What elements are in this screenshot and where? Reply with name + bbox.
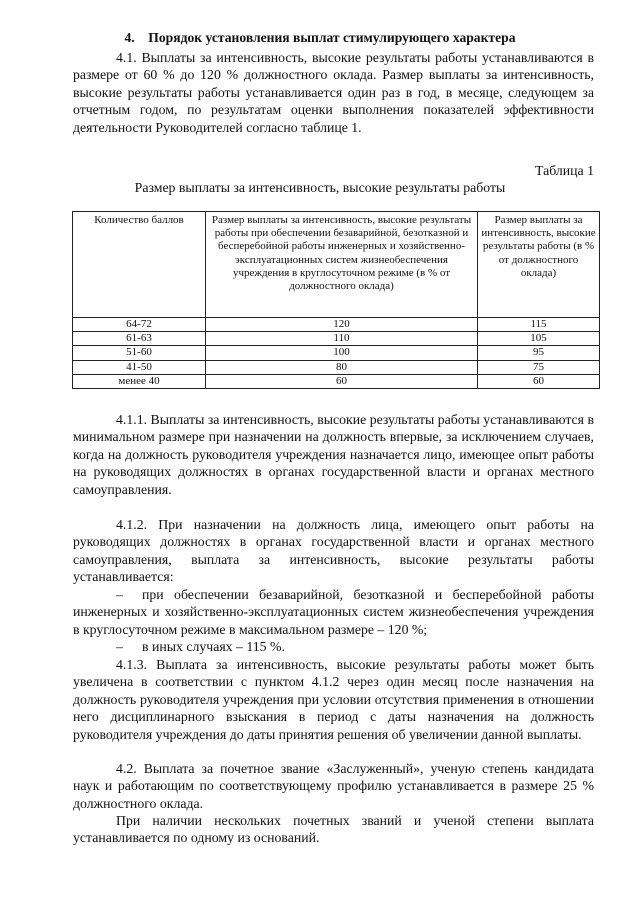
cell-score: 61-63 [73,332,206,346]
bullet-text-1: при обеспечении безаварийной, безотказной и бесперебойной работы инженерных и хозяйственно-эксплуатационных систем жизнеобеспечения учреждения в круглосуточном режиме в максимальном размере – 120 %; [73,587,594,637]
header-score: Количество баллов [73,212,206,318]
header-payment-round-the-clock: Размер выплаты за интенсивность, высокие результаты работы при обеспечении безаварийной, безотказной и бесперебойной работы инженерных и хозяйственно-эксплуатационных систем жизнеобеспечения учреждения в круглосуточном режиме (в % от должностного оклада) [206,212,478,318]
cell-payment: 60 [478,374,600,388]
bullet-dash: – [116,639,123,654]
header-payment: Размер выплаты за интенсивность, высокие результаты работы (в % от должностного оклада) [478,212,600,318]
table-row [73,360,600,374]
table-caption: Размер выплаты за интенсивность, высокие результаты работы [134,180,506,195]
cell-score: 64-72 [73,318,206,332]
cell-payment-round-the-clock: 80 [206,360,478,374]
cell-payment: 115 [478,318,600,332]
bullet-text-2: в иных случаях – 115 %. [142,639,285,654]
table-label: Таблица 1 [534,163,594,178]
paragraph-4-1-2: 4.1.2. При назначении на должность лица, имеющего опыт работы на руководящих должностях в органах государственной власти и органах местного самоуправления, выплата за интенсивность, высокие результаты работы устанавливается: [73,517,594,585]
table-row [73,346,600,360]
cell-payment: 75 [478,360,600,374]
cell-payment-round-the-clock: 60 [206,374,478,388]
cell-score: менее 40 [73,374,206,388]
cell-payment-round-the-clock: 120 [206,318,478,332]
paragraph-4-1: 4.1. Выплаты за интенсивность, высокие результаты работы устанавливаются в размере от 60 % до 120 % должностного оклада. Размер выплаты за интенсивность, высокие результаты работы устанавливается один раз в год, в месяце, следующем за отчетным годом, по результатам оценки выполнения показателей эффективности деятельности Руководителей согласно таблице 1. [73,50,594,135]
bullet-dash: – [116,587,123,602]
paragraph-4-1-1: 4.1.1. Выплаты за интенсивность, высокие результаты работы устанавливаются в минимальном размере при назначении на должность впервые, за исключением случаев, когда на должность руководителя учреждения назначается лицо, имеющее опыт работы на руководящих должностях в органах государственной власти и органах местного самоуправления. [73,412,594,497]
cell-payment: 105 [478,332,600,346]
table-header-row [73,212,600,318]
payment-table [72,211,600,389]
bullet-item-2 [73,638,594,655]
paragraph-last: При наличии нескольких почетных званий и ученой степени выплата устанавливается по одному из оснований. [73,813,594,846]
cell-score: 51-60 [73,346,206,360]
section-heading: 4. Порядок установления выплат стимулирующего характера [124,30,516,45]
cell-payment-round-the-clock: 110 [206,332,478,346]
paragraph-4-1-3: 4.1.3. Выплата за интенсивность, высокие результаты работы может быть увеличена в соответствии с пунктом 4.1.2 через один месяц после назначения на должность руководителя учреждения при условии отсутствия применения в отношении него дисциплинарного взыскания в период с даты назначения на должность руководителя учреждения до даты принятия решения об увеличении данной выплаты. [73,657,594,742]
table-row [73,374,600,388]
bullet-item-1 [73,586,594,638]
paragraph-4-2: 4.2. Выплата за почетное звание «Заслуженный», ученую степень кандидата наук и работающим по соответствующему профилю устанавливается в размере 25 % должностного оклада. [73,761,594,811]
cell-payment: 95 [478,346,600,360]
cell-payment-round-the-clock: 100 [206,346,478,360]
table-row [73,332,600,346]
table-row [73,318,600,332]
cell-score: 41-50 [73,360,206,374]
